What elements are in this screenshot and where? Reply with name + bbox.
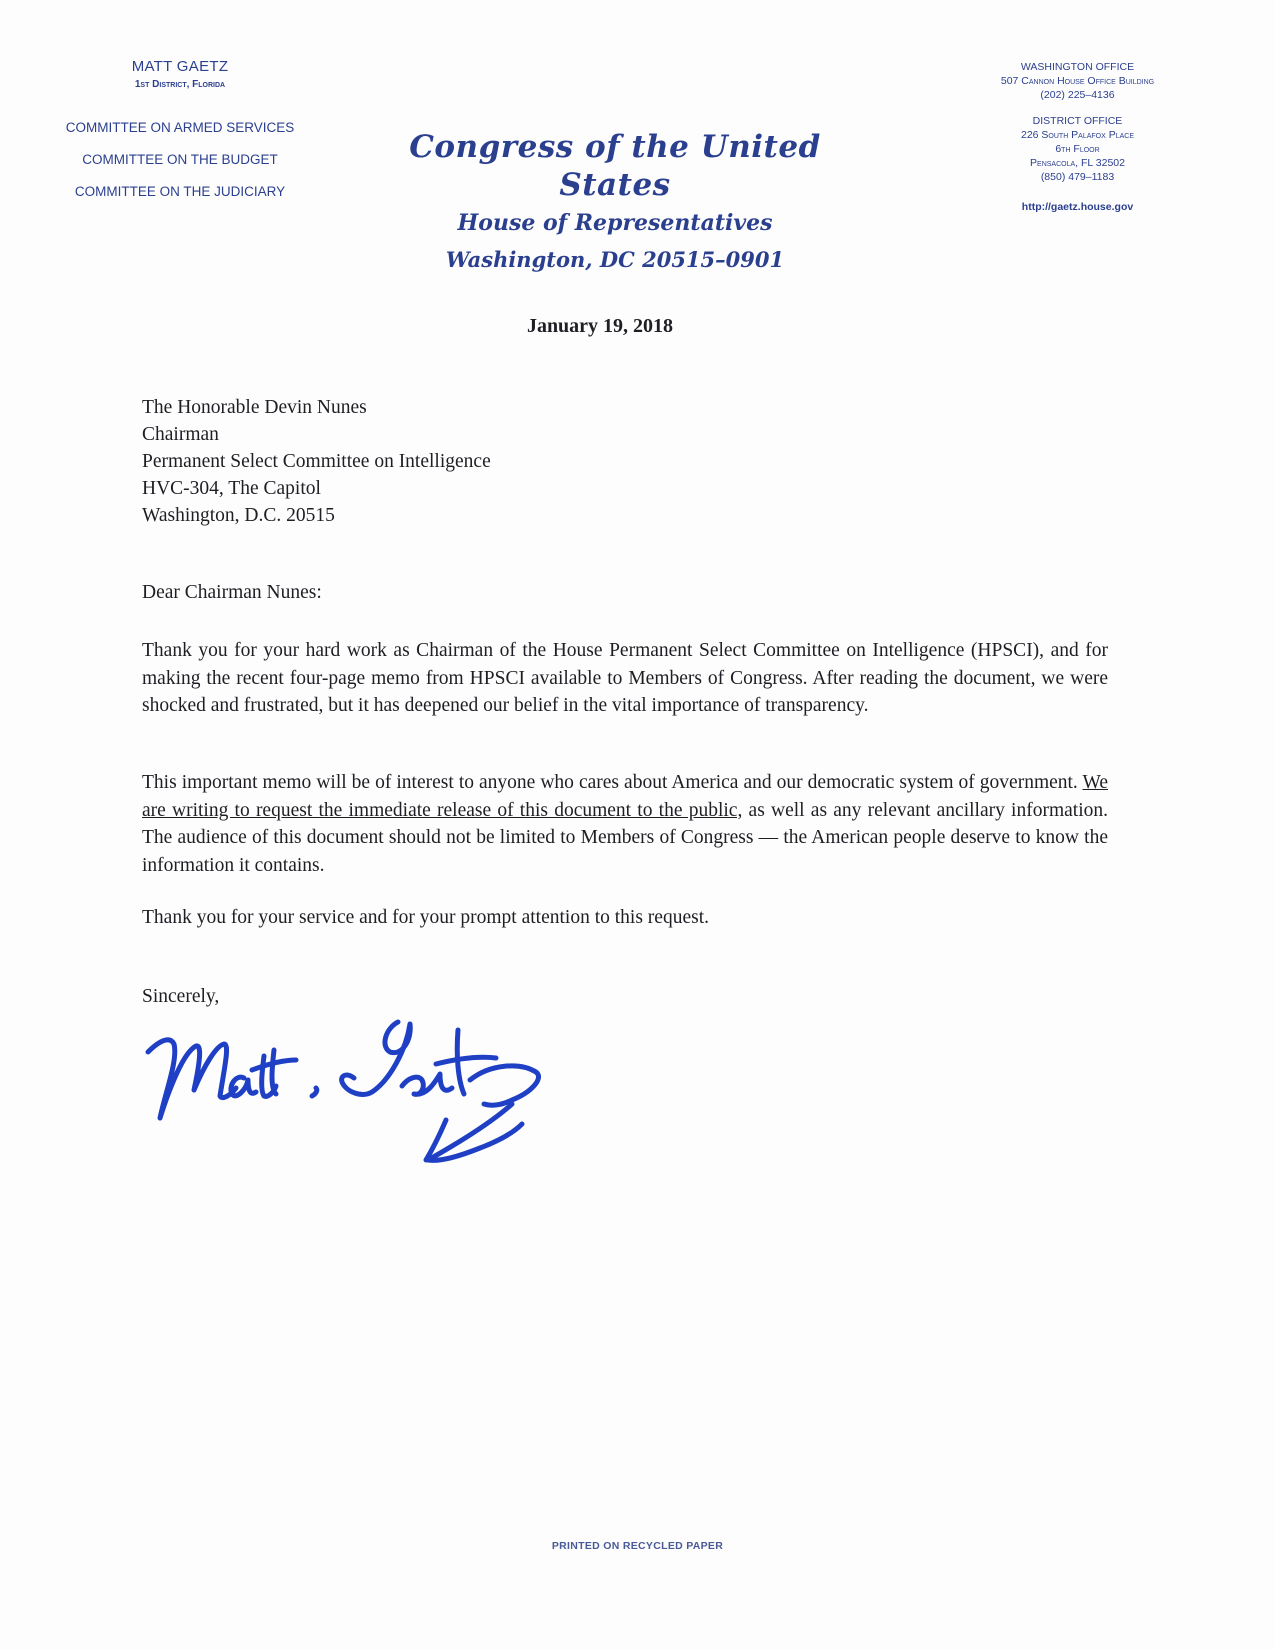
district-office — [965, 114, 1190, 184]
congress-title: Congress of the United States — [409, 129, 821, 203]
committee-item: COMMITTEE ON ARMED SERVICES — [65, 120, 295, 135]
washington-office-address: 507 Cannon House Office Building — [1000, 75, 1155, 87]
letter-date: January 19, 2018 — [526, 315, 674, 337]
committee-item: COMMITTEE ON THE JUDICIARY — [74, 184, 286, 199]
addressee-line: Chairman — [142, 424, 219, 445]
signature-image — [140, 1000, 570, 1180]
district-office-address: 226 South Palafox Place — [1020, 129, 1135, 141]
letterhead-offices-block — [965, 60, 1190, 214]
paragraph-2-start: This important memo will be of interest to anyone who cares about America and our democratic system of government. — [142, 772, 1083, 793]
salutation: Dear Chairman Nunes: — [142, 582, 322, 603]
recycled-paper-footer: PRINTED ON RECYCLED PAPER — [551, 1540, 724, 1552]
district-office-city: Pensacola, FL 32502 — [1030, 157, 1125, 169]
paragraph-2-underlined-request: We are writing to request the immediate release of this document to the public, — [142, 772, 1108, 821]
paragraph-2 — [142, 769, 1108, 879]
committee-item: COMMITTEE ON THE BUDGET — [82, 152, 278, 167]
district-office-phone: (850) 479–1183 — [1040, 171, 1115, 183]
website-link[interactable]: http://gaetz.house.gov — [1021, 201, 1134, 213]
paragraph-2-end: as well as any relevant ancillary information. The audience of this document should not be limited to Members of Congress — the American people deserve to know the information it contains. — [142, 799, 1108, 876]
member-name: MATT GAETZ — [131, 58, 229, 75]
addressee-block — [142, 394, 491, 529]
washington-office-title: WASHINGTON OFFICE — [1020, 61, 1135, 73]
letterhead-member-block — [50, 58, 310, 208]
member-district: 1st District, Florida — [134, 79, 226, 90]
paragraph-1: Thank you for your hard work as Chairman of the House Permanent Select Committee on Intelligence (HPSCI), and for making the recent four-page memo from HPSCI available to Members of Congress. After reading the document, we were shocked and frustrated, but it has deepened our belief in the vital importance of transparency. — [142, 640, 1108, 716]
addressee-line: Permanent Select Committee on Intelligence — [142, 451, 491, 472]
house-title: House of Representatives — [457, 210, 773, 236]
district-office-title: DISTRICT OFFICE — [1032, 115, 1123, 127]
letterhead-title-block — [360, 128, 870, 278]
washington-office-phone: (202) 225–4136 — [1040, 89, 1115, 101]
city-line: Washington, DC 20515–0901 — [445, 247, 785, 272]
paragraph-3: Thank you for your service and for your prompt attention to this request. — [142, 907, 709, 928]
washington-office — [965, 60, 1190, 102]
addressee-line: The Honorable Devin Nunes — [142, 397, 367, 418]
district-office-floor: 6th Floor — [1055, 143, 1100, 155]
closing: Sincerely, — [142, 986, 220, 1007]
committee-list — [50, 112, 310, 208]
addressee-line: Washington, D.C. 20515 — [142, 505, 335, 526]
addressee-line: HVC-304, The Capitol — [142, 478, 321, 499]
